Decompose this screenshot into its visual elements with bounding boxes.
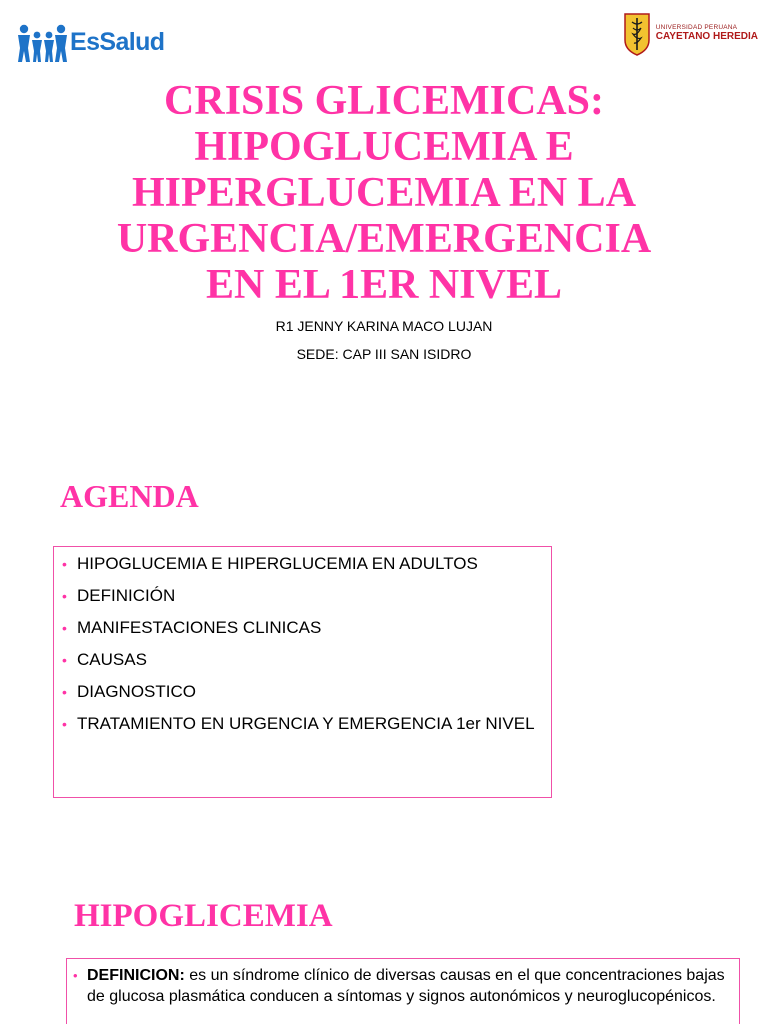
agenda-item-text: HIPOGLUCEMIA E HIPERGLUCEMIA EN ADULTOS — [77, 554, 478, 573]
definition-text: es un síndrome clínico de diversas causas en el que concentraciones bajas de glucosa plasmática conducen a síntomas y signos autonómicos y neuroglucopénicos. — [87, 967, 725, 1005]
presentation-title: CRISIS GLICEMICAS: HIPOGLUCEMIA E HIPERGLUCEMIA EN LA URGENCIA/EMERGENCIA EN EL 1ER NIVEL — [116, 78, 652, 308]
bullet-icon: • — [73, 968, 78, 983]
agenda-item — [62, 713, 543, 735]
bullet-icon: • — [62, 652, 67, 668]
upch-logo-line1: UNIVERSIDAD PERUANA — [655, 24, 738, 32]
agenda-item — [62, 649, 543, 671]
family-figures-icon — [16, 20, 68, 64]
bullet-icon: • — [62, 620, 67, 636]
agenda-item — [62, 585, 543, 607]
agenda-item — [62, 681, 543, 703]
definition-box — [66, 958, 740, 1024]
essalud-logo-text: EsSalud — [70, 27, 165, 56]
agenda-item — [62, 617, 543, 639]
agenda-item-text: DEFINICIÓN — [77, 586, 176, 605]
hipoglicemia-title: HIPOGLICEMIA — [74, 898, 333, 934]
definition-paragraph — [67, 959, 739, 1007]
agenda-title: AGENDA — [60, 478, 199, 514]
agenda-item-text: TRATAMIENTO EN URGENCIA Y EMERGENCIA 1er NIVEL — [77, 714, 535, 733]
bullet-icon: • — [62, 684, 67, 700]
sede-location: SEDE: CAP III SAN ISIDRO — [296, 346, 472, 362]
agenda-box — [53, 546, 552, 798]
upch-logo — [624, 12, 758, 56]
bullet-icon: • — [62, 716, 67, 732]
agenda-list — [54, 547, 551, 735]
agenda-item-text: CAUSAS — [77, 650, 147, 669]
upch-logo-text — [656, 25, 758, 42]
agenda-item-text: DIAGNOSTICO — [77, 682, 197, 701]
author-name: R1 JENNY KARINA MACO LUJAN — [275, 318, 493, 334]
bullet-icon: • — [62, 588, 67, 604]
definition-label: DEFINICION: — [87, 967, 185, 984]
caduceus-shield-icon — [624, 12, 650, 56]
bullet-icon: • — [62, 556, 67, 572]
upch-logo-line2: CAYETANO HEREDIA — [655, 31, 758, 43]
agenda-item — [62, 553, 543, 575]
essalud-logo — [16, 20, 164, 64]
agenda-item-text: MANIFESTACIONES CLINICAS — [77, 618, 322, 637]
